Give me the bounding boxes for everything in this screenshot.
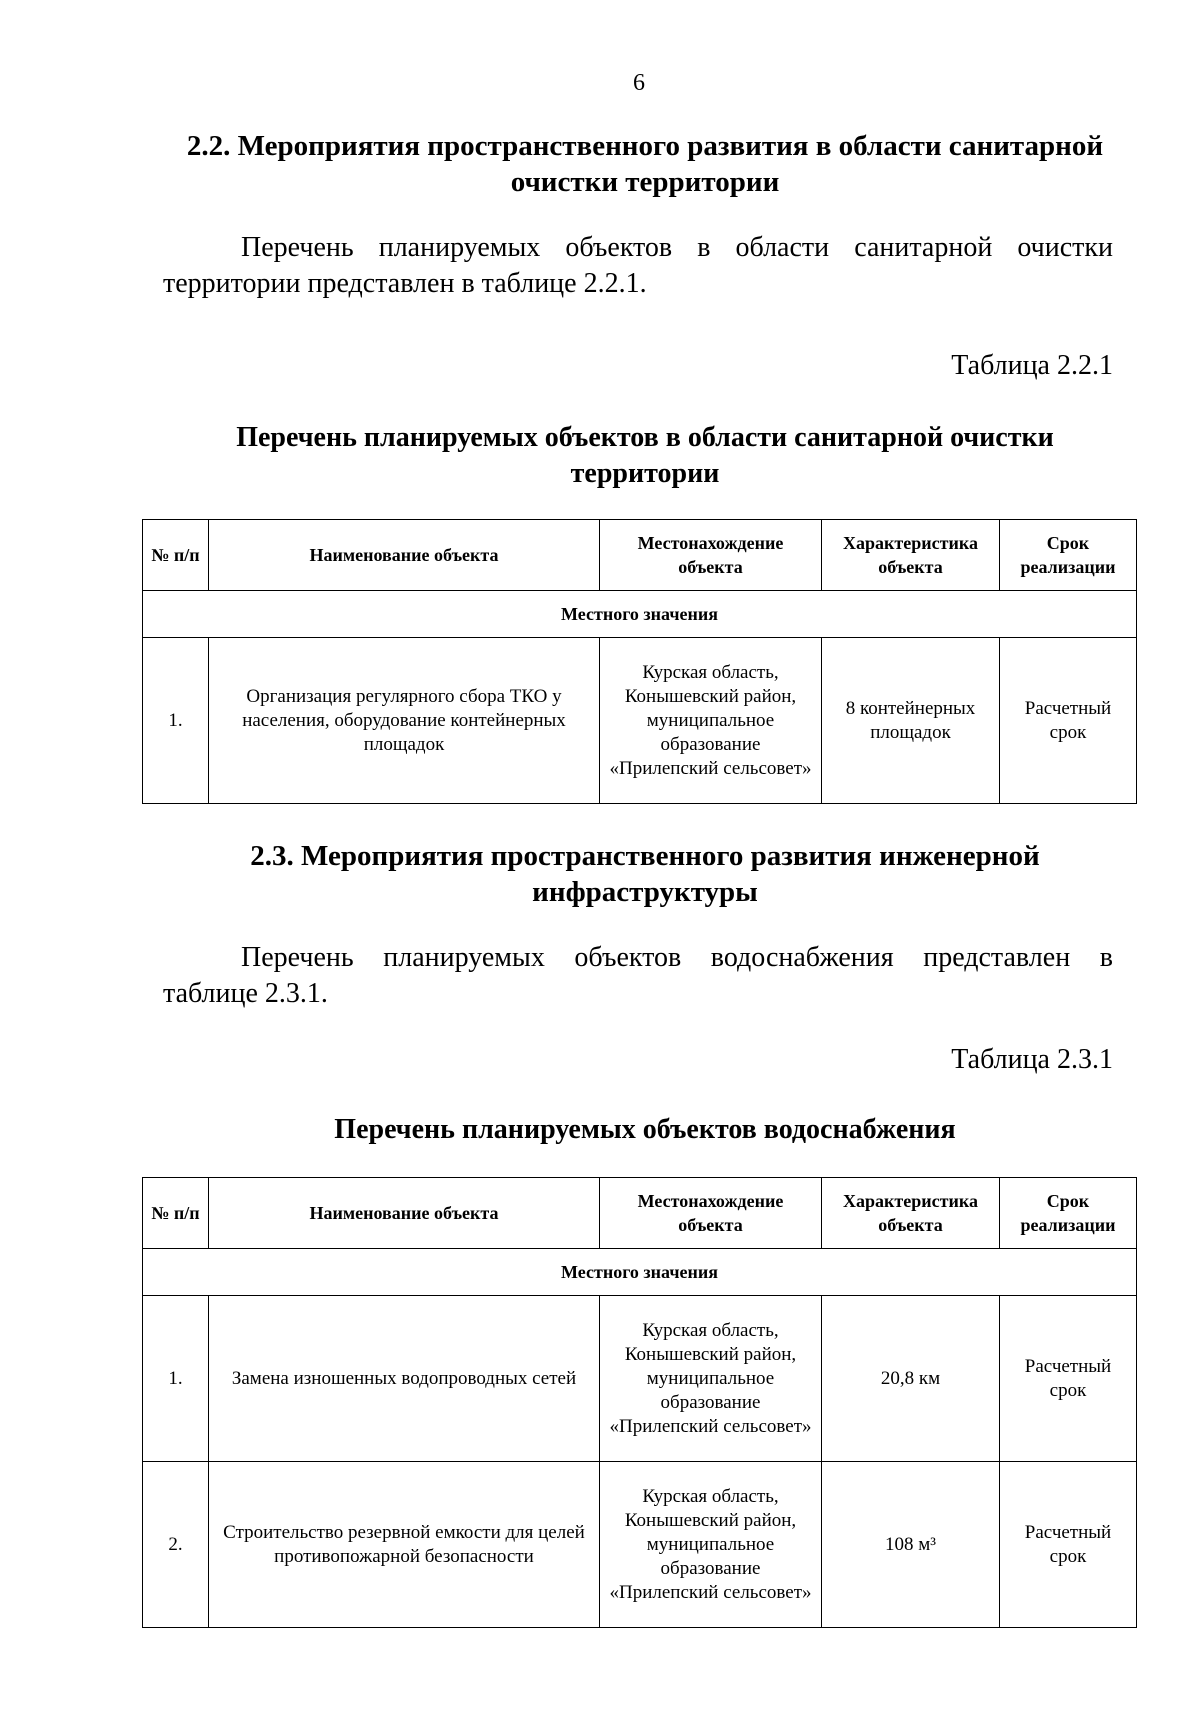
cell-term: Расчетный срок	[1000, 1296, 1137, 1462]
section-2-3-heading-line2: инфраструктуры	[532, 876, 758, 908]
cell-name: Замена изношенных водопроводных сетей	[209, 1296, 600, 1462]
table-row	[143, 638, 1137, 804]
cell-num: 2.	[143, 1462, 209, 1628]
table-group-row	[143, 591, 1137, 638]
table-2-2-1-caption: Таблица 2.2.1	[951, 350, 1113, 381]
header-num: № п/п	[143, 1178, 209, 1249]
section-2-3-heading-line1: 2.3. Мероприятия пространственного развития инженерной	[250, 840, 1040, 872]
table-group-row	[143, 1249, 1137, 1296]
table-header-row	[143, 520, 1137, 591]
table-row	[143, 1462, 1137, 1628]
section-2-2-paragraph-line1: Перечень планируемых объектов в области санитарной очистки	[241, 232, 1113, 263]
table-2-2-1-title	[150, 420, 1140, 492]
section-2-3-paragraph-line2: таблице 2.3.1.	[163, 978, 328, 1009]
cell-characteristic: 20,8 км	[822, 1296, 1000, 1462]
cell-location: Курская область, Конышевский район, муниципальное образование «Прилепский сельсовет»	[600, 638, 822, 804]
cell-location: Курская область, Конышевский район, муниципальное образование «Прилепский сельсовет»	[600, 1296, 822, 1462]
section-2-3-heading	[150, 838, 1140, 910]
table-2-3-1-title: Перечень планируемых объектов водоснабжения	[334, 1114, 956, 1145]
header-characteristic: Характеристика объекта	[822, 1178, 1000, 1249]
cell-name: Строительство резервной емкости для целей противопожарной безопасности	[209, 1462, 600, 1628]
group-label: Местного значения	[143, 1249, 1137, 1296]
header-location: Местонахождение объекта	[600, 520, 822, 591]
cell-num: 1.	[143, 638, 209, 804]
header-location: Местонахождение объекта	[600, 1178, 822, 1249]
cell-characteristic: 108 м³	[822, 1462, 1000, 1628]
group-label: Местного значения	[143, 591, 1137, 638]
section-2-2-heading	[150, 128, 1140, 200]
section-2-2-heading-line2: очистки территории	[510, 166, 780, 198]
table-2-3-1	[142, 1177, 1137, 1628]
header-term: Срок реализации	[1000, 1178, 1137, 1249]
page-number: 6	[633, 70, 645, 96]
table-2-2-1-title-line1: Перечень планируемых объектов в области санитарной очистки	[236, 422, 1054, 453]
table-2-2-1	[142, 519, 1137, 804]
header-name: Наименование объекта	[209, 1178, 600, 1249]
section-2-2-paragraph-line2: территории представлен в таблице 2.2.1.	[163, 268, 647, 299]
header-term: Срок реализации	[1000, 520, 1137, 591]
section-2-2-heading-line1: 2.2. Мероприятия пространственного развития в области санитарной	[186, 130, 1104, 162]
cell-term: Расчетный срок	[1000, 1462, 1137, 1628]
table-row	[143, 1296, 1137, 1462]
cell-term: Расчетный срок	[1000, 638, 1137, 804]
table-header-row	[143, 1178, 1137, 1249]
header-name: Наименование объекта	[209, 520, 600, 591]
cell-num: 1.	[143, 1296, 209, 1462]
section-2-3-paragraph	[163, 940, 1113, 1012]
header-characteristic: Характеристика объекта	[822, 520, 1000, 591]
section-2-2-paragraph	[163, 230, 1113, 302]
table-2-2-1-title-line2: территории	[570, 458, 720, 489]
cell-location: Курская область, Конышевский район, муниципальное образование «Прилепский сельсовет»	[600, 1462, 822, 1628]
cell-characteristic: 8 контейнерных площадок	[822, 638, 1000, 804]
table-2-3-1-caption: Таблица 2.3.1	[951, 1044, 1113, 1075]
section-2-3-paragraph-line1: Перечень планируемых объектов водоснабжения представлен в	[241, 942, 1113, 973]
cell-name: Организация регулярного сбора ТКО у населения, оборудование контейнерных площадок	[209, 638, 600, 804]
header-num: № п/п	[143, 520, 209, 591]
